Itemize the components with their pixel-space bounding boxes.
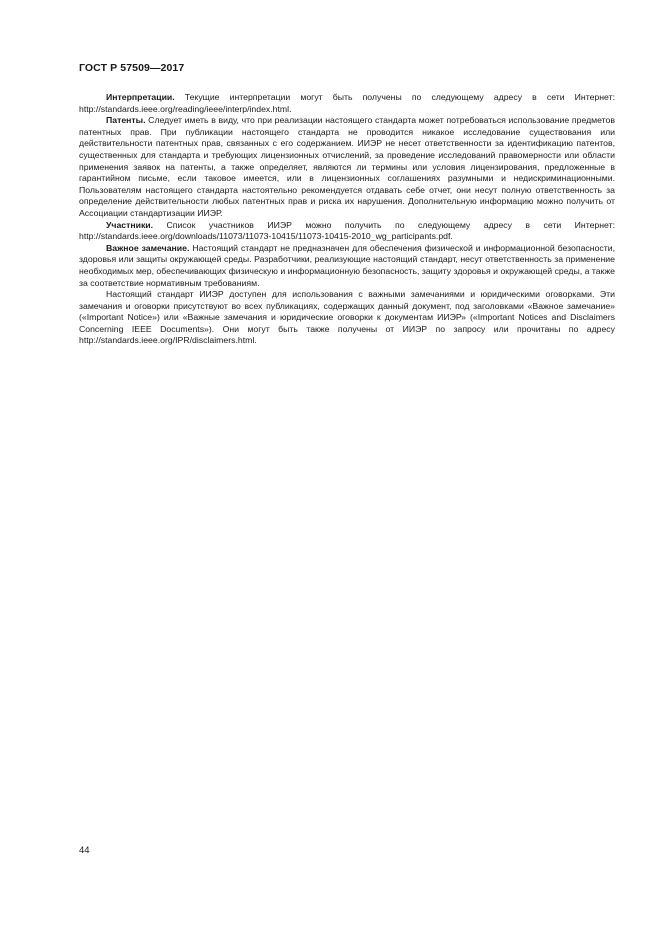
paragraph-text: Текущие интерпретации могут быть получены по следующему адресу в сети Интернет: http://standards.ieee.org/reading/ieee/interp/index.html. [79,92,615,114]
paragraph-patents [79,115,615,219]
paragraph-lead: Патенты. [106,115,146,126]
paragraph-text: Список участников ИИЭР можно получить по следующему адресу в сети Интернет: http://standards.ieee.org/downloads/11073/11073-10415/11073-10415-2010_wg_participants.pdf. [79,219,615,242]
paragraph-important-notice [79,243,615,289]
paragraph-participants [79,220,615,243]
page-number: 44 [79,845,90,856]
paragraph-text: Настоящий стандарт не предназначен для обеспечения физической и информационной безопасности, здоровья или защиты окружающей среды. Разработчики, реализующие настоящий стандарт, несут ответственность за применение необходимых мер, обеспечивающих физическую и информационную безопасность, защиту здоровья и окружающей среды, а также за соответствие нормативным требованиям. [79,242,615,288]
paragraph-disclaimers [79,289,615,347]
paragraph-lead: Участники. [106,219,154,230]
paragraph-text: Настоящий стандарт ИИЭР доступен для использования с важными замечаниями и юридическими оговорками. Эти замечания и оговорки присутствуют во всех публикациях, содержащих данный документ, под заголовками «Важное замечание» («Important Notice») или «Важные замечания и юридические оговорки к документам ИИЭР» («Important Notices and Disclaimers Concerning IEEE Documents»). Они могут быть также получены от ИИЭР по запросу или прочитаны по адресу http://standards.ieee.org/IPR/disclaimers.html. [79,289,615,346]
document-header: ГОСТ Р 57509—2017 [79,62,185,74]
body-text [79,92,615,347]
paragraph-lead: Важное замечание. [106,242,190,253]
paragraph-text: Следует иметь в виду, что при реализации настоящего стандарта может потребоваться использование предметов патентных прав. При публикации настоящего стандарта не проводится никакое исследование существования или действительности патентных прав, связанных с его содержанием. ИИЭР не несет ответственности за идентификацию патентов, существенных для стандарта и требующих лицензионных отчислений, за проведение исследований правомерности или области применения заявок на патенты, а также определяет, являются ли термины или условия лицензирования, предложенные в гарантийном письме, если таковое имеется, или в лицензионных соглашениях разумными и недискриминационными. Пользователям настоящего стандарта настоятельно рекомендуется отдавать себе отчет, они несут полную ответственность за определение действительности любых патентных прав и риска их нарушения. Дополнительную информацию можно получить от Ассоциации стандартизации ИИЭР. [79,115,615,218]
paragraph-interpretations [79,92,615,115]
paragraph-lead: Интерпретации. [106,92,175,102]
